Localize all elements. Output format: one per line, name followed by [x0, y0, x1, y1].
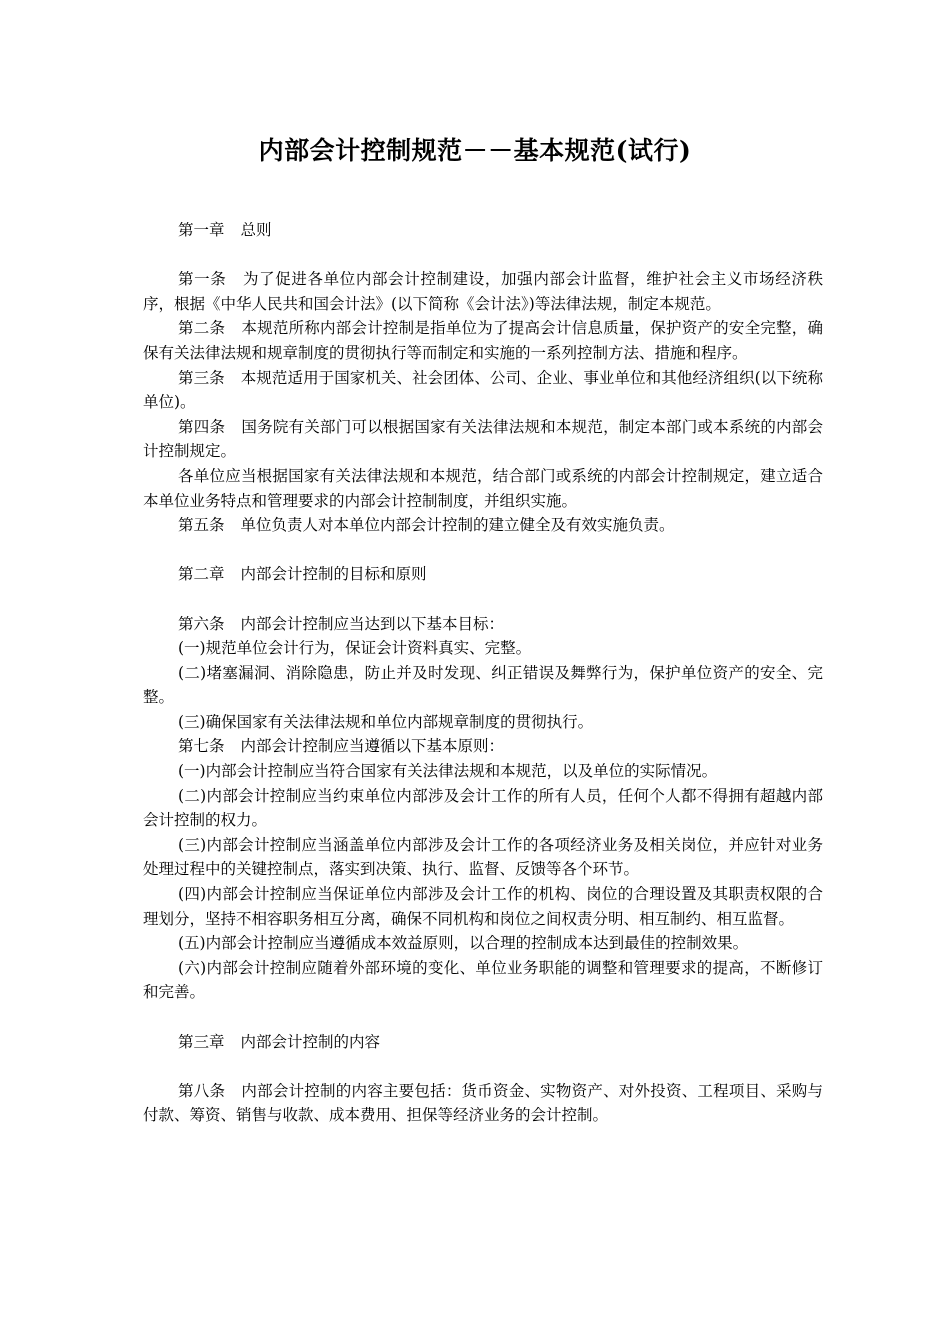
paragraph-text: 本规范所称内部会计控制是指单位为了提高会计信息质量，保护资产的安全完整，确保有关法律法规和规章制度的贯彻执行等而制定和实施的一系列控制方法、措施和程序。 — [143, 319, 823, 362]
article-paragraph — [143, 612, 823, 637]
body-paragraph — [143, 636, 823, 661]
body-paragraph — [143, 784, 823, 833]
article-paragraph — [143, 316, 823, 365]
body-paragraph — [143, 661, 823, 710]
article-label: 第六条 — [178, 614, 225, 633]
paragraph-text: 单位负责人对本单位内部会计控制的建立健全及有效实施负责。 — [240, 516, 675, 535]
chapter-title: 内部会计控制的目标和原则 — [240, 565, 427, 584]
paragraph-text: (二)内部会计控制应当约束单位内部涉及会计工作的所有人员，任何个人都不得拥有超越内部会计控制的权力。 — [143, 786, 823, 830]
paragraph-text: (二)堵塞漏洞、消除隐患，防止并及时发现、纠正错误及舞弊行为，保护单位资产的安全、完整。 — [143, 663, 823, 707]
paragraph-text: 内部会计控制的内容主要包括：货币资金、实物资产、对外投资、工程项目、采购与付款、筹资、销售与收款、成本费用、担保等经济业务的会计控制。 — [143, 1081, 823, 1125]
paragraph-gap — [143, 538, 823, 563]
article-label: 第七条 — [178, 737, 225, 756]
article-label: 第一条 — [178, 270, 227, 289]
article-label: 第四条 — [178, 417, 226, 436]
article-paragraph — [143, 734, 823, 759]
paragraph-text: 国务院有关部门可以根据国家有关法律法规和本规范，制定本部门或本系统的内部会计控制规定。 — [143, 417, 823, 461]
article-label: 第二条 — [178, 319, 226, 338]
chapter-heading — [143, 218, 823, 243]
article-paragraph — [143, 415, 823, 464]
body-paragraph — [143, 931, 823, 956]
article-label: 第八条 — [178, 1081, 226, 1100]
chapter-label: 第三章 — [178, 1032, 225, 1051]
document-body — [143, 218, 823, 1128]
paragraph-text: (六)内部会计控制应随着外部环境的变化、单位业务职能的调整和管理要求的提高，不断修订和完善。 — [143, 958, 823, 1002]
paragraph-gap — [143, 243, 823, 268]
article-paragraph — [143, 1079, 823, 1128]
body-paragraph — [143, 759, 823, 784]
article-label: 第三条 — [178, 368, 225, 387]
chapter-title: 总则 — [240, 221, 272, 239]
paragraph-text: 内部会计控制应当达到以下基本目标： — [240, 614, 505, 633]
article-paragraph — [143, 513, 823, 538]
paragraph-text: (五)内部会计控制应当遵循成本效益原则，以合理的控制成本达到最佳的控制效果。 — [178, 934, 749, 953]
paragraph-text: (三)内部会计控制应当涵盖单位内部涉及会计工作的各项经济业务及相关岗位，并应针对业务处理过程中的关键控制点，落实到决策、执行、监督、反馈等各个环节。 — [143, 835, 823, 879]
paragraph-text: (四)内部会计控制应当保证单位内部涉及会计工作的机构、岗位的合理设置及其职责权限的合理划分，坚持不相容职务相互分离，确保不同机构和岗位之间权责分明、相互制约、相互监督。 — [143, 885, 823, 928]
chapter-title: 内部会计控制的内容 — [240, 1032, 381, 1051]
paragraph-gap — [143, 1005, 823, 1030]
paragraph-text: 各单位应当根据国家有关法律法规和本规范，结合部门或系统的内部会计控制规定，建立适合本单位业务特点和管理要求的内部会计控制制度，并组织实施。 — [143, 466, 823, 510]
document-title: 内部会计控制规范－－基本规范(试行) — [258, 136, 692, 165]
article-label: 第五条 — [178, 516, 225, 535]
chapter-label: 第二章 — [178, 565, 225, 584]
body-paragraph — [143, 710, 823, 735]
paragraph-gap — [143, 587, 823, 612]
chapter-heading — [143, 562, 823, 587]
paragraph-gap — [143, 1054, 823, 1079]
paragraph-text: (一)规范单位会计行为，保证会计资料真实、完整。 — [178, 639, 532, 658]
article-paragraph — [143, 267, 823, 316]
paragraph-text: 本规范适用于国家机关、社会团体、公司、企业、事业单位和其他经济组织(以下统称单位)。 — [143, 368, 823, 412]
paragraph-text: 内部会计控制应当遵循以下基本原则： — [240, 737, 505, 756]
body-paragraph — [143, 833, 823, 882]
paragraph-text: 为了促进各单位内部会计控制建设，加强内部会计监督，维护社会主义市场经济秩序，根据《中华人民共和国会计法》(以下简称《会计法》)等法律法规，制定本规范。 — [143, 270, 823, 313]
chapter-heading — [143, 1030, 823, 1055]
paragraph-text: (一)内部会计控制应当符合国家有关法律法规和本规范，以及单位的实际情况。 — [178, 762, 718, 781]
body-paragraph — [143, 464, 823, 513]
chapter-label: 第一章 — [178, 221, 225, 239]
article-paragraph — [143, 366, 823, 415]
body-paragraph — [143, 956, 823, 1005]
paragraph-text: (三)确保国家有关法律法规和单位内部规章制度的贯彻执行。 — [178, 712, 594, 731]
body-paragraph — [143, 882, 823, 931]
